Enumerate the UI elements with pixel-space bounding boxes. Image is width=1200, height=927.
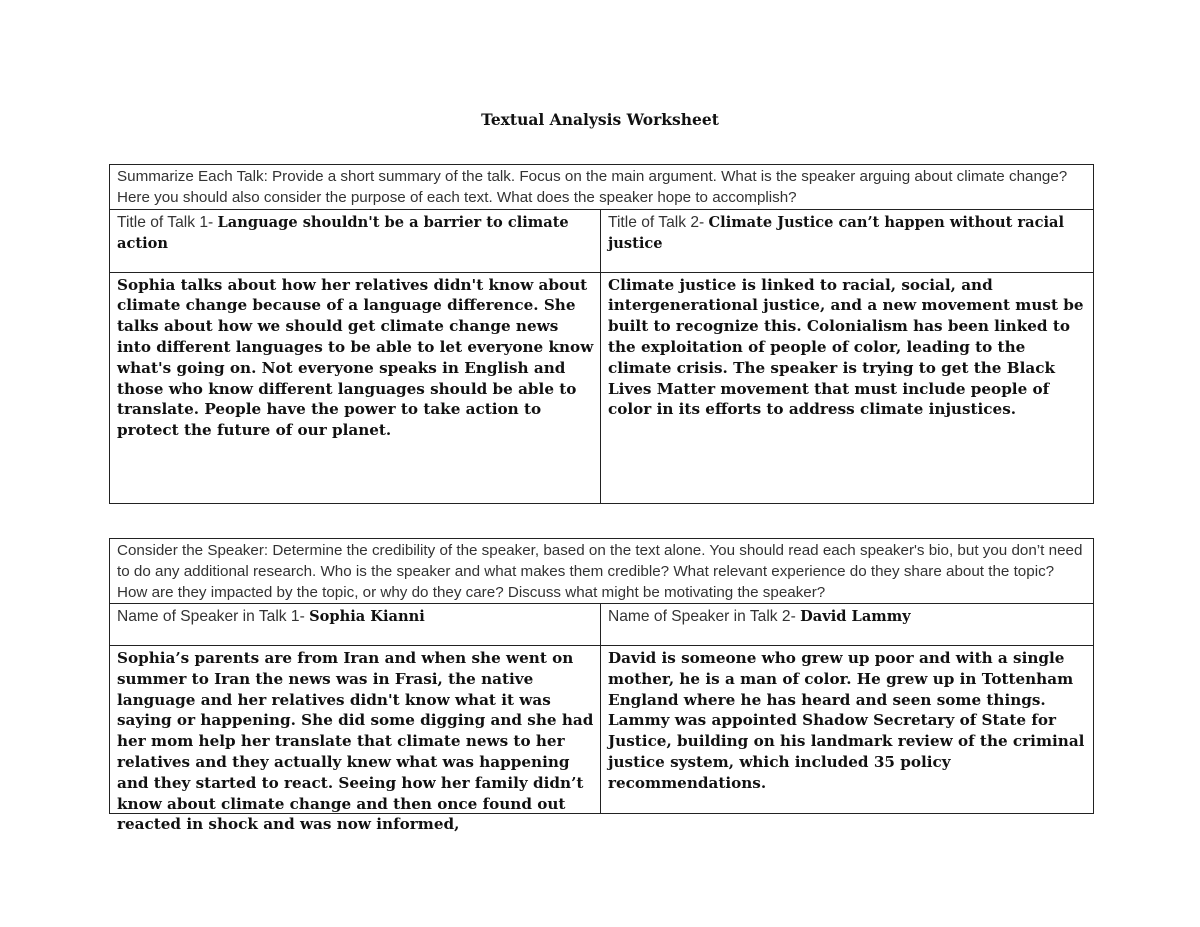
talk2-title-cell (601, 209, 1094, 272)
speaker2-bio: David is someone who grew up poor and with a single mother, he is a man of color. He grew up in Tottenham England where he has heard and seen some things. Lammy was appointed Shadow Secretary of State for Justice, building on his landmark review of the criminal justice system, which included 35 policy recommendations. (608, 649, 1085, 792)
talk2-title-label: Title of Talk 2- (608, 213, 709, 231)
summarize-prompt: Summarize Each Talk: Provide a short summary of the talk. Focus on the main argument. What is the speaker arguing about climate change? Here you should also consider the purpose of each text. What does the speaker hope to accomplish? (110, 165, 1094, 210)
speaker2-bio-cell (601, 646, 1094, 814)
talk2-title: Climate Justice can’t happen without racial justice (608, 213, 1065, 253)
speaker-prompt (110, 539, 1094, 604)
talk1-title-cell (110, 209, 601, 272)
speaker2-name-cell (601, 604, 1094, 646)
speaker2-name-label: Name of Speaker in Talk 2- (608, 608, 801, 625)
speaker1-name-cell (110, 604, 601, 646)
speaker-prompt-text: Consider the Speaker: Determine the credibility of the speaker, based on the text alone. You should read each speaker's bio, but you don’t need to do any additional research. Who is the speaker and what makes them credible? What relevant experience do they share about the topic? How are they impacted by the topic, or why do they care? Discuss what might be motivating the speaker? (117, 542, 1083, 601)
speaker1-name: Sophia Kianni (309, 608, 425, 625)
speaker2-name: David Lammy (800, 608, 911, 625)
page-title: Textual Analysis Worksheet (481, 110, 719, 129)
talk2-summary: Climate justice is linked to racial, social, and intergenerational justice, and a new movement must be built to recognize this. Colonialism has been linked to the exploitation of people of color, leading to the climate crisis. The speaker is trying to get the Black Lives Matter movement that must include people of color in its efforts to address climate injustices. (601, 272, 1094, 503)
speaker1-name-label: Name of Speaker in Talk 1- (117, 608, 310, 625)
speaker1-bio-cell (110, 646, 601, 834)
consider-speaker-table (109, 538, 1094, 834)
talk1-title: Language shouldn't be a barrier to climate action (117, 213, 569, 253)
talk1-summary: Sophia talks about how her relatives didn't know about climate change because of a language difference. She talks about how we should get climate change news into different languages to be able to let everyone know what's going on. Not everyone speaks in English and those who know different languages should be able to translate. People have the power to take action to protect the future of our planet. (110, 272, 601, 503)
talk1-title-label: Title of Talk 1- (117, 213, 218, 231)
speaker1-bio: Sophia’s parents are from Iran and when she went on summer to Iran the news was in Frasi, the native language and her relatives didn't know what it was saying or happening. She did some digging and she had her mom help her translate that climate news to her relatives and they actually knew what was happening and they started to react. Seeing how her family didn’t know about climate change and then once found out reacted in shock and was now informed, (117, 649, 594, 834)
summarize-talks-table (109, 164, 1094, 504)
